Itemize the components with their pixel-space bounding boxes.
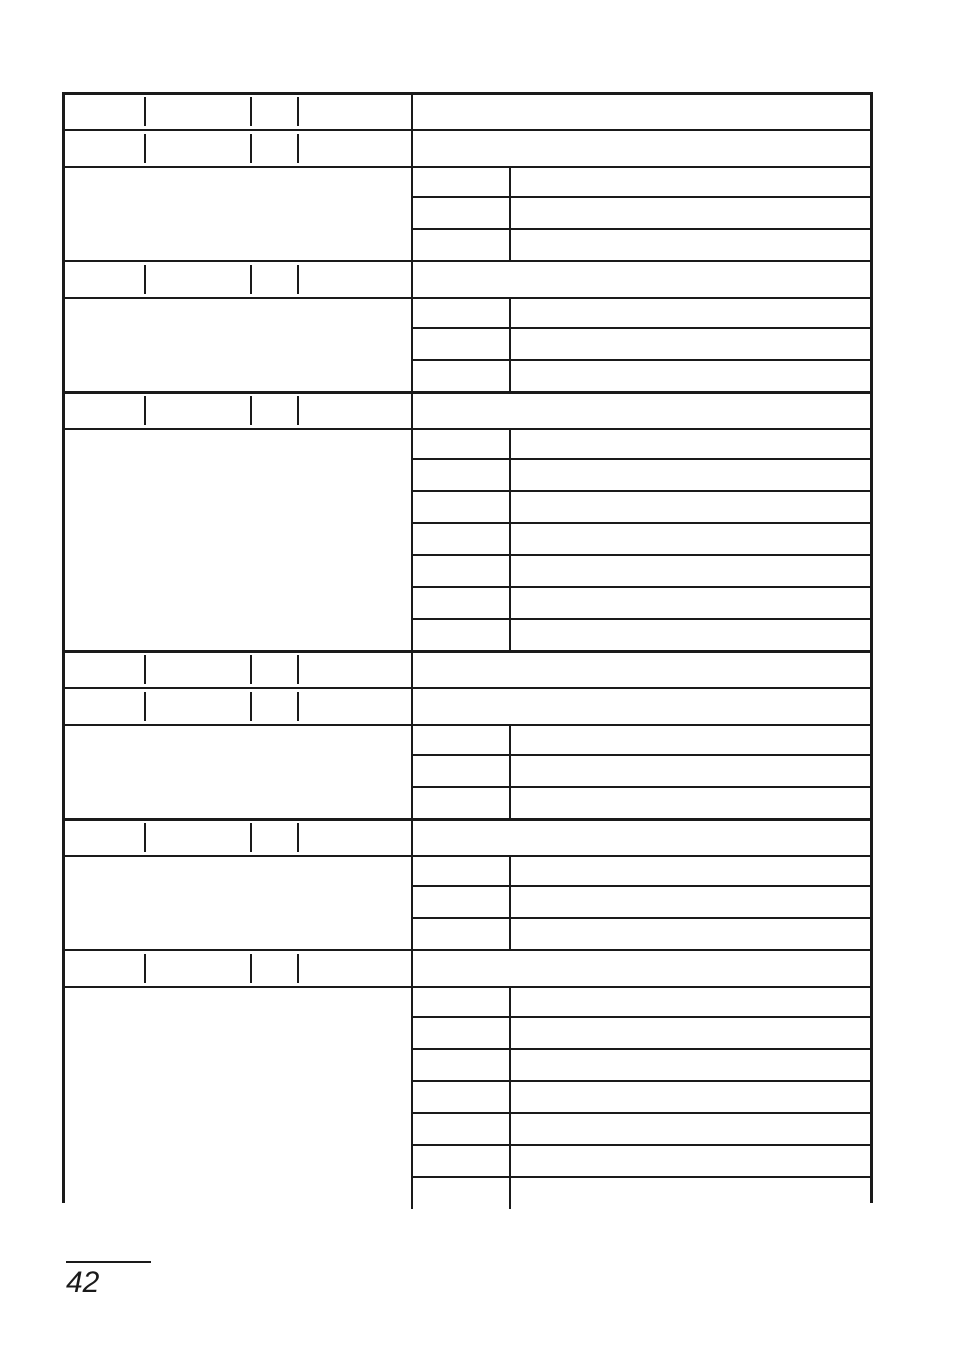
option-header-value (412, 856, 510, 886)
register-access (251, 392, 298, 429)
column-divider (250, 823, 252, 852)
column-divider (144, 954, 146, 983)
register-address (62, 130, 145, 167)
column-divider (509, 787, 511, 819)
option-value (412, 328, 510, 360)
column-divider (509, 886, 511, 918)
register-address (62, 261, 145, 298)
option-header-description (510, 167, 872, 197)
column-divider (144, 134, 146, 163)
option-description (510, 328, 872, 360)
register-address (62, 93, 145, 130)
page-number-rule (66, 1261, 151, 1263)
column-divider (411, 429, 413, 651)
table-right-border (870, 92, 873, 1203)
column-divider (250, 655, 252, 684)
register-description (412, 93, 872, 130)
register-range (298, 93, 412, 130)
register-access (251, 93, 298, 130)
option-description (510, 523, 872, 555)
option-header-description (510, 298, 872, 328)
option-value (412, 523, 510, 555)
register-name (145, 950, 251, 987)
column-divider (509, 298, 511, 328)
column-divider (509, 360, 511, 392)
register-description (412, 651, 872, 688)
option-header-value (412, 298, 510, 328)
column-divider (509, 1049, 511, 1081)
option-header-description (510, 987, 872, 1017)
column-divider (411, 950, 413, 987)
option-value (412, 1145, 510, 1177)
column-divider (411, 130, 413, 167)
column-divider (509, 1113, 511, 1145)
option-value (412, 619, 510, 651)
column-divider (509, 555, 511, 587)
option-header-description (510, 725, 872, 755)
option-header-value (412, 429, 510, 459)
register-access (251, 130, 298, 167)
option-description (510, 1113, 872, 1145)
option-value (412, 1113, 510, 1145)
register-range (298, 950, 412, 987)
option-description (510, 459, 872, 491)
register-description (412, 261, 872, 298)
column-divider (509, 197, 511, 229)
option-description (510, 229, 872, 261)
option-value (412, 787, 510, 819)
column-divider (250, 134, 252, 163)
option-value (412, 1017, 510, 1049)
column-divider (509, 491, 511, 523)
column-divider (144, 97, 146, 126)
option-value (412, 1081, 510, 1113)
option-value (412, 1049, 510, 1081)
column-divider (250, 265, 252, 294)
column-divider (144, 655, 146, 684)
option-header-value (412, 725, 510, 755)
register-name (145, 93, 251, 130)
register-name (145, 392, 251, 429)
register-name (145, 651, 251, 688)
option-description (510, 1081, 872, 1113)
option-value (412, 755, 510, 787)
register-access (251, 651, 298, 688)
register-access (251, 688, 298, 725)
option-description (510, 197, 872, 229)
option-description (510, 1145, 872, 1177)
column-divider (297, 396, 299, 425)
option-description (510, 787, 872, 819)
column-divider (297, 692, 299, 721)
column-divider (509, 229, 511, 261)
option-value (412, 918, 510, 950)
option-header-description (510, 429, 872, 459)
register-address (62, 651, 145, 688)
column-divider (144, 265, 146, 294)
register-description (412, 130, 872, 167)
column-divider (411, 856, 413, 950)
column-divider (297, 265, 299, 294)
option-description (510, 491, 872, 523)
option-description (510, 1177, 872, 1209)
column-divider (411, 261, 413, 298)
column-divider (509, 725, 511, 755)
register-address (62, 819, 145, 856)
option-value (412, 459, 510, 491)
column-divider (509, 167, 511, 197)
column-divider (297, 97, 299, 126)
register-range (298, 130, 412, 167)
option-value (412, 360, 510, 392)
option-description (510, 360, 872, 392)
option-header-value (412, 167, 510, 197)
register-rule (62, 297, 412, 299)
register-rule (62, 428, 412, 430)
option-value (412, 491, 510, 523)
register-rule (62, 724, 412, 726)
column-divider (509, 1017, 511, 1049)
register-name (145, 261, 251, 298)
column-divider (411, 987, 413, 1209)
option-value (412, 197, 510, 229)
option-value (412, 555, 510, 587)
column-divider (509, 755, 511, 787)
register-description (412, 950, 872, 987)
register-rule (62, 986, 412, 988)
column-divider (411, 298, 413, 392)
register-description (412, 819, 872, 856)
register-address (62, 688, 145, 725)
table-left-border (62, 92, 65, 1203)
column-divider (144, 396, 146, 425)
option-header-value (412, 987, 510, 1017)
column-divider (411, 688, 413, 725)
option-description (510, 587, 872, 619)
column-divider (509, 619, 511, 651)
column-divider (509, 1145, 511, 1177)
column-divider (509, 918, 511, 950)
register-rule (62, 855, 412, 857)
column-divider (250, 692, 252, 721)
column-divider (144, 692, 146, 721)
column-divider (509, 459, 511, 491)
option-description (510, 555, 872, 587)
column-divider (250, 97, 252, 126)
column-divider (509, 856, 511, 886)
option-value (412, 587, 510, 619)
option-value (412, 1177, 510, 1209)
register-name (145, 130, 251, 167)
column-divider (411, 167, 413, 261)
column-divider (297, 823, 299, 852)
option-description (510, 886, 872, 918)
column-divider (297, 134, 299, 163)
option-description (510, 755, 872, 787)
register-address (62, 950, 145, 987)
register-access (251, 261, 298, 298)
page-number: 42 (66, 1266, 100, 1299)
option-description (510, 619, 872, 651)
register-range (298, 261, 412, 298)
column-divider (411, 819, 413, 856)
register-name (145, 688, 251, 725)
column-divider (509, 1177, 511, 1209)
column-divider (509, 987, 511, 1017)
option-header-description (510, 856, 872, 886)
register-description (412, 688, 872, 725)
column-divider (411, 93, 413, 130)
register-range (298, 688, 412, 725)
column-divider (411, 651, 413, 688)
register-rule (62, 166, 412, 168)
column-divider (509, 1081, 511, 1113)
column-divider (411, 392, 413, 429)
register-range (298, 651, 412, 688)
register-range (298, 819, 412, 856)
option-description (510, 1049, 872, 1081)
column-divider (250, 396, 252, 425)
column-divider (297, 954, 299, 983)
column-divider (297, 655, 299, 684)
column-divider (144, 823, 146, 852)
register-access (251, 819, 298, 856)
register-range (298, 392, 412, 429)
option-value (412, 229, 510, 261)
option-description (510, 918, 872, 950)
option-description (510, 1017, 872, 1049)
register-description (412, 392, 872, 429)
column-divider (509, 328, 511, 360)
option-value (412, 886, 510, 918)
register-address (62, 392, 145, 429)
column-divider (411, 725, 413, 819)
column-divider (509, 587, 511, 619)
column-divider (250, 954, 252, 983)
column-divider (509, 429, 511, 459)
register-access (251, 950, 298, 987)
column-divider (509, 523, 511, 555)
register-name (145, 819, 251, 856)
